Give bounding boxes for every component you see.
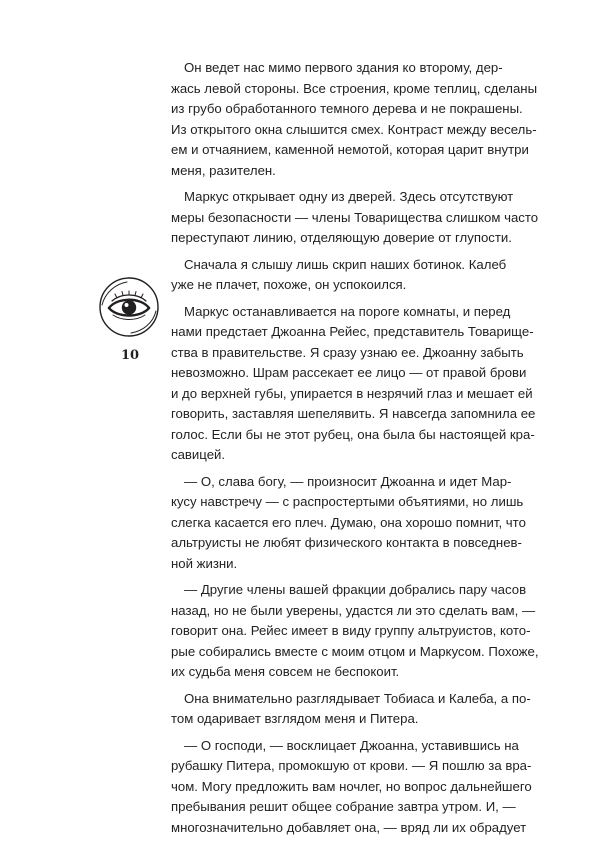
paragraph	[171, 255, 507, 296]
paragraph	[171, 580, 539, 683]
text-line: — Другие члены вашей фракции добрались пару часов	[184, 582, 527, 597]
text-line: меня, разителен.	[171, 162, 276, 178]
text-line: чом. Могу предложить вам ночлег, но вопрос дальнейшего	[171, 778, 532, 794]
text-line: Он ведет нас мимо первого здания ко второму, дер-	[184, 60, 503, 75]
text-line: ем и отчаянием, каменной немотой, которая царит внутри	[171, 142, 529, 157]
text-line: рые собирались вместе с моим отцом и Маркусом. Похоже,	[171, 643, 539, 659]
text-line: кусу навстречу — с распростертыми объятиями, но лишь	[171, 494, 524, 509]
text-line: говорить, заставляя шепелявить. Я навсегда запомнила ее	[171, 406, 536, 421]
paragraph	[171, 736, 532, 839]
text-line: том одаривает взглядом меня и Питера.	[171, 711, 419, 726]
text-line: из грубо обработанного темного дерева и не покрашены.	[171, 101, 523, 116]
paragraph	[171, 302, 536, 466]
text-line: Маркус открывает одну из дверей. Здесь отсутствуют	[184, 189, 514, 204]
text-line: многозначительно добавляет она, — вряд ли их обрадует	[171, 819, 527, 835]
text-line: Сначала я слышу лишь скрип наших ботинок. Калеб	[184, 256, 507, 272]
paragraph	[171, 689, 531, 730]
text-line: Из открытого окна слышится смех. Контраст между весель-	[171, 121, 537, 137]
eye-emblem-icon	[97, 275, 161, 339]
text-line: нами предстает Джоанна Рейес, представитель Товарище-	[171, 324, 534, 339]
text-line: невозможно. Шрам рассекает ее лицо — от правой брови	[171, 365, 527, 380]
text-line: слегка касается его плеч. Думаю, она хорошо помнит, что	[171, 514, 526, 530]
text-line: переступают линию, отделяющую доверие от глупости.	[171, 230, 512, 245]
text-line: савицей.	[171, 447, 226, 462]
paragraph	[171, 472, 526, 575]
text-line: — О господи, — восклицает Джоанна, уставившись на	[184, 737, 519, 753]
text-line: пребывания решит общее собрание завтра утром. И, —	[171, 799, 516, 814]
text-line: рубашку Питера, промокшую от крови. — Я пошлю за вра-	[171, 758, 532, 773]
text-line: назад, но не были уверены, удастся ли это сделать вам, —	[171, 602, 536, 618]
paragraph	[171, 58, 538, 181]
text-line: Маркус останавливается на пороге комнаты, и перед	[184, 303, 511, 319]
text-line: жась левой стороны. Все строения, кроме теплиц, сделаны	[171, 80, 538, 96]
paragraph	[171, 187, 539, 249]
page-number: 10	[120, 348, 140, 363]
text-line: — О, слава богу, — произносит Джоанна и идет Мар-	[184, 473, 512, 489]
text-line: уже не плачет, похоже, он успокоился.	[171, 277, 407, 292]
text-line: Она внимательно разглядывает Тобиаса и Калеба, а по-	[184, 690, 531, 706]
text-line: и до верхней губы, упирается в незрячий глаз и мешает ей	[171, 385, 533, 401]
text-line: говорит она. Рейес имеет в виду группу альтруистов, кото-	[171, 623, 531, 638]
text-line: их судьба меня совсем не беспокоит.	[171, 664, 400, 679]
text-line: ства в правительстве. Я сразу узнаю ее. Джоанну забыть	[171, 344, 524, 360]
body-text	[171, 58, 539, 844]
text-line: голос. Если бы не этот рубец, она была бы настоящей кра-	[171, 426, 535, 442]
text-line: альтруисты не любят физического контакта в повседнев-	[171, 535, 522, 550]
text-line: меры безопасности — члены Товарищества слишком часто	[171, 209, 539, 225]
text-line: ной жизни.	[171, 555, 238, 571]
